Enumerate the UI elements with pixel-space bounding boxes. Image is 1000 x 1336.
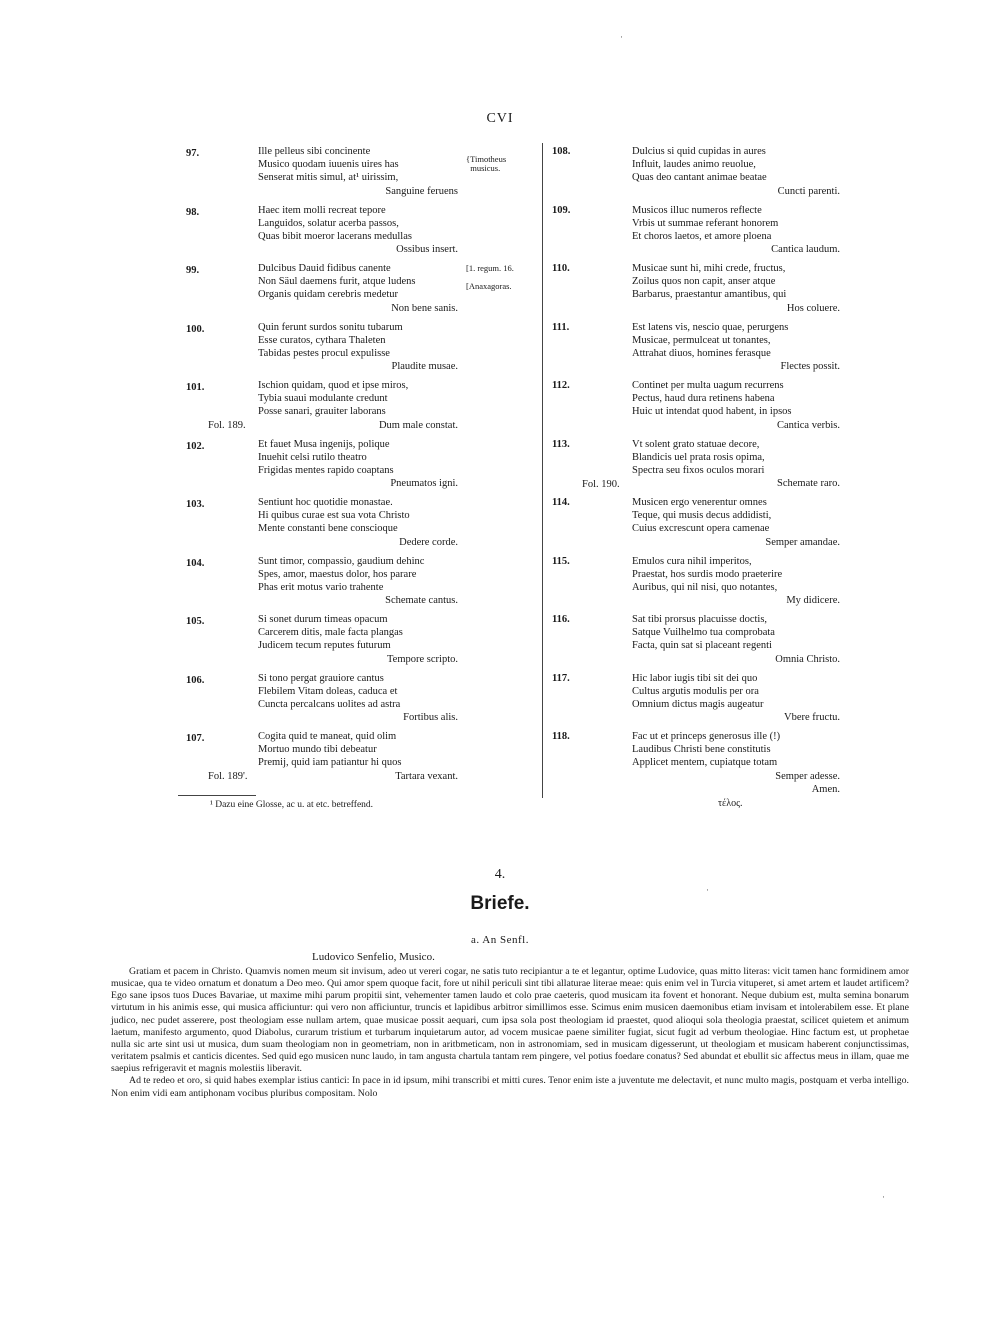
verse-line: Satque Vuilhelmo tua comprobata	[632, 627, 775, 639]
stanza-number: 117.	[552, 672, 570, 684]
stanza-lines	[632, 730, 840, 796]
verse-stanza	[545, 379, 845, 438]
scan-speck: ·	[620, 32, 623, 42]
verse-line: Zoilus quos non capit, anser atque	[632, 276, 776, 288]
stanza-number: 102.	[186, 440, 205, 452]
verse-stanza	[170, 145, 540, 204]
stanza-number: 118.	[552, 731, 570, 742]
verse-line: Ossibus insert.	[396, 244, 458, 256]
verse-line: Sentiunt hoc quotidie monastae.	[258, 497, 393, 508]
stanza-lines	[632, 613, 840, 666]
verse-line: Huic ut intendat quod habent, in ipsos	[632, 406, 792, 418]
verse-line: Omnia Christo.	[775, 653, 840, 665]
verse-line: Sunt timor, compassio, gaudium dehinc	[258, 555, 425, 567]
verse-line: Si sonet durum timeas opacum	[258, 614, 388, 625]
stanza-lines	[258, 496, 458, 549]
verse-stanza	[170, 613, 540, 672]
verse-line: Applicet mentem, cupiatque totam	[632, 757, 778, 769]
verse-line: Facta, quin sat si placeant regenti	[632, 640, 772, 652]
verse-line: Amen.	[811, 783, 840, 795]
stanza-lines	[632, 321, 840, 374]
verse-line: Fortibus alis.	[403, 712, 458, 724]
verse-line: Dulcius si quid cupidas in aures	[632, 146, 766, 157]
verse-stanza	[545, 672, 845, 731]
verse-line: Auribus, qui nil nisi, quo notantes,	[632, 581, 778, 593]
stanza-number: 107.	[186, 733, 205, 744]
verse-line: Vbere fructu.	[784, 712, 840, 724]
section-number: 4.	[494, 867, 506, 882]
verse-line: Hi quibus curae est sua vota Christo	[258, 510, 410, 522]
verse-line: Cogita quid te maneat, quid olim	[258, 731, 397, 742]
verse-line: Tabidas pestes procul expulisse	[258, 347, 390, 359]
letter-paragraph: Gratiam et pacem in Christo. Quamvis nomen meum sit invisum, adeo ut vereri cogar, ne satis tuto recipiantur a te et legantur, optime Ludovice, quas mitto literas: vicit tamen hanc formidinem amor musicae, qua te video ornatum et donatum a Deo meo. Qui amor spem quoque facit, fore ut nihil periculi sint tibi allaturae literae meae: quis enim vel in Turcia vituperet, si amet artem et laudet artificem? Ego sane ipsos tuos Duces Bavariae, ut maxime mihi parum propitii sint, vehementer tamen laudo et colo prae caeteris, quod musicam ita fovent et honorant. Neque dubium est, multa semina bonarum virtutum in his animis esse, qui musica afficiuntur: qui vero non afficiuntur, truncis et lapidibus arbitror simillimos esse. Scimus enim musicen daemonibus etiam invisam et intolerabilem esse. Et plane judico, nec pudet asserere, post theologiam esse nullam artem, quae musicae possit aequari, cum ipsa sola post theologiam id praestet, quod alioqui sola theologia praestat, scilicet quietem et animum laetum, manifesto argumento, quod Diabolus, curarum tristium et turbarum inquietarum autor, ad vocem musicae paene similiter fugiat, sicut fugit ad verbum theologiae. Hinc factum est, ut prophetae nulla sic arte sint usi ut musica, dum suam theologiam non in geometriam, non in aritbmeticam, non in astronomiam, sed in musicam digesserunt, ut theologiam et musicam haberent conjunctissimas, veritatem psalmis et canticis dicentes. Sed quid ego musicen nunc laudo, in tam angusta chartula tantam rem pingere, vel potius foedare conatus? Sed abundat et ebullit sic affectus meus in illam, quae me saepius refrigeravit et magnis molestiis liberavit.	[111, 966, 909, 1075]
verse-line: Non Säul daemens furit, atque ludens	[258, 276, 416, 288]
verse-line: Et fauet Musa ingenijs, polique	[258, 438, 390, 450]
verse-line: Judicem tecum reputes futurum	[258, 640, 391, 652]
stanza-number: 100.	[186, 323, 205, 335]
verse-line: Quin ferunt surdos sonitu tubarum	[258, 321, 403, 333]
stanza-lines	[632, 262, 840, 315]
verse-line: Musicae, permulceat ut tonantes,	[632, 334, 771, 346]
verse-line: Non bene sanis.	[391, 302, 458, 314]
verse-stanza	[545, 262, 845, 321]
subsection-title: a. An Senfl.	[471, 934, 529, 946]
verse-line: Tartara vexant.	[395, 770, 458, 782]
verse-line: Semper amandae.	[765, 536, 840, 548]
stanza-lines	[258, 204, 458, 257]
stanza-lines	[258, 262, 458, 315]
verse-line: Posse sanari, grauiter laborans	[258, 406, 386, 418]
verse-line: Praestat, hos surdis modo praeterire	[632, 568, 783, 580]
verse-stanza	[545, 145, 845, 204]
verse-line: Schemate raro.	[777, 478, 840, 490]
verse-line: Tempore scripto.	[387, 653, 458, 665]
verse-line: Attrahat diuos, homines ferasque	[632, 347, 771, 359]
verse-line: Cuius excrescunt opera camenae	[632, 523, 770, 535]
verse-stanza	[545, 321, 845, 380]
verse-stanza	[170, 321, 540, 380]
folio-marker: Fol. 189.	[208, 420, 246, 431]
verse-line: Est latens vis, nescio quae, perurgens	[632, 321, 789, 333]
letter-paragraph: Ad te redeo et oro, si quid habes exemplar istius cantici: In pace in id ipsum, mihi transcribi et mitti cures. Tenor enim iste a juventute me delectavit, et nunc multo magis, postquam et verba intelligo. Non enim vidi eam antiphonam vocibus pluribus compositam. Nolo	[111, 1075, 909, 1099]
verse-stanza	[170, 262, 540, 321]
verse-line: Phas erit motus vario trahente	[258, 581, 384, 593]
stanza-lines	[258, 672, 458, 725]
verse-stanza	[545, 730, 845, 795]
verse-line: Laudibus Christi bene constitutis	[632, 744, 771, 756]
verse-line: Vrbis ut summae referant honorem	[632, 217, 779, 229]
verse-stanza	[545, 204, 845, 263]
verse-line: Cuncti parenti.	[777, 185, 840, 197]
verse-line: Dum male constat.	[378, 419, 458, 431]
stanza-number: 99.	[186, 265, 200, 276]
verse-line: Hos coluere.	[786, 302, 840, 314]
verse-line: Premij, quid iam patiantur hi quos	[258, 757, 402, 769]
telos-mark: τέλος.	[718, 798, 743, 809]
stanza-number: 106.	[186, 674, 205, 686]
verse-stanza	[170, 672, 540, 731]
letter-salutation: Ludovico Senfelio, Musico.	[312, 951, 435, 963]
stanza-lines	[632, 555, 840, 608]
verse-line: Cantica laudum.	[771, 244, 840, 256]
stanza-lines	[258, 555, 458, 608]
verse-line: Mente constanti bene conscioque	[258, 523, 398, 535]
verse-line: Ille pelleus sibi concinente	[258, 146, 371, 157]
folio-marker: Fol. 190.	[582, 478, 620, 490]
stanza-number: 116.	[552, 614, 570, 625]
stanza-number: 101.	[186, 382, 205, 393]
stanza-number: 98.	[186, 206, 200, 218]
verse-stanza	[170, 379, 540, 438]
stanza-number: 97.	[186, 148, 200, 159]
verse-line: Tybia suaui modulante credunt	[258, 393, 388, 405]
verse-line: Pneumatos igni.	[390, 478, 458, 490]
verse-line: Hic labor iugis tibi sit dei quo	[632, 672, 758, 684]
verse-line: Flectes possit.	[780, 361, 840, 373]
verse-line: Carcerem ditis, male facta plangas	[258, 627, 403, 639]
verse-line: Cantica verbis.	[777, 419, 840, 431]
verse-line: Spectra seu fixos oculos morari	[632, 464, 765, 476]
stanza-lines	[258, 438, 458, 491]
verse-line: Si tono pergat grauiore cantus	[258, 672, 384, 684]
stanza-lines	[632, 379, 840, 432]
stanza-lines	[258, 145, 458, 198]
stanza-number: 103.	[186, 499, 205, 510]
folio-marker: Fol. 189'.	[208, 771, 248, 782]
verse-stanza	[545, 438, 845, 497]
verse-line: Dulcibus Dauid fidibus canente	[258, 263, 391, 274]
scan-speck: ·	[706, 885, 709, 895]
verse-line: Sanguine feruens	[385, 185, 458, 197]
verse-stanza	[545, 496, 845, 555]
stanza-lines	[632, 145, 840, 198]
verse-stanza	[170, 204, 540, 263]
stanza-number: 114.	[552, 497, 570, 508]
verse-line: Inuehit celsi rutilo theatro	[258, 451, 367, 463]
stanza-number: 105.	[186, 616, 205, 627]
margin-note: [1. regum. 16. [Anaxagoras.	[466, 263, 514, 291]
stanza-lines	[258, 613, 458, 666]
left-verse-column	[170, 145, 540, 789]
verse-stanza	[170, 555, 540, 614]
stanza-lines	[632, 438, 840, 491]
verse-line: Flebilem Vitam doleas, caduca et	[258, 685, 398, 697]
verse-line: Organis quidam cerebris medetur	[258, 289, 399, 301]
verse-stanza	[170, 438, 540, 497]
stanza-number: 104.	[186, 557, 205, 569]
verse-line: Et choros laetos, et amore ploena	[632, 230, 772, 242]
stanza-number: 108.	[552, 146, 571, 157]
verse-line: Esse curatos, cythara Thaleten	[258, 334, 386, 346]
margin-note: {Timotheus musicus.	[466, 154, 507, 173]
verse-line: Ischion quidam, quod et ipse miros,	[258, 380, 409, 391]
stanza-number: 109.	[552, 204, 571, 216]
verse-line: Influit, laudes animo reuolue,	[632, 159, 756, 171]
verse-stanza	[170, 496, 540, 555]
verse-line: Quas bibit moeror lacerans medullas	[258, 230, 412, 242]
verse-line: Quas deo cantant animae beatae	[632, 172, 767, 184]
verse-line: Sat tibi prorsus placuisse doctis,	[632, 614, 768, 625]
right-verse-column	[545, 145, 845, 795]
verse-line: Vt solent grato statuae decore,	[632, 438, 760, 450]
verse-line: Schemate cantus.	[385, 595, 458, 607]
verse-stanza	[545, 555, 845, 614]
stanza-number: 113.	[552, 438, 570, 450]
footnote-rule	[178, 795, 256, 796]
verse-line: Semper adesse.	[775, 770, 840, 782]
verse-line: Languidos, solatur acerba passos,	[258, 217, 399, 229]
verse-line: Musicos illuc numeros reflecte	[632, 204, 762, 216]
verse-line: Haec item molli recreat tepore	[258, 204, 386, 216]
verse-line: Cultus argutis modulis per ora	[632, 685, 759, 697]
verse-stanza	[170, 730, 540, 789]
verse-line: Blandicis uel prata rosis opima,	[632, 451, 765, 463]
scan-speck: ·	[882, 1192, 885, 1202]
verse-line: Musicen ergo venerentur omnes	[632, 497, 767, 508]
stanza-lines	[632, 496, 840, 549]
verse-line: Omnium dictus magis augeatur	[632, 698, 764, 710]
stanza-lines	[258, 379, 458, 432]
verse-line: Barbarus, praestantur amantibus, qui	[632, 289, 787, 301]
stanza-number: 111.	[552, 321, 570, 333]
column-divider	[542, 143, 543, 798]
verse-stanza	[545, 613, 845, 672]
verse-line: Emulos cura nihil imperitos,	[632, 555, 752, 567]
stanza-lines	[258, 321, 458, 374]
verse-line: Musico quodam iuuenis uires has	[258, 159, 399, 171]
letter-body	[111, 966, 909, 1100]
verse-line: My didicere.	[786, 595, 840, 607]
verse-line: Fac ut et princeps generosus ille (!)	[632, 731, 781, 742]
verse-line: Mortuo mundo tibi debeatur	[258, 744, 377, 756]
verse-line: Plaudite musae.	[391, 361, 458, 373]
page-number: CVI	[486, 111, 514, 126]
stanza-number: 112.	[552, 380, 570, 391]
verse-line: Musicae sunt hi, mihi crede, fructus,	[632, 263, 786, 274]
verse-line: Teque, qui musis decus addidisti,	[632, 510, 772, 522]
stanza-lines	[258, 730, 458, 783]
verse-line: Senserat mitis simul, at¹ uirissim,	[258, 172, 399, 184]
section-title: Briefe.	[470, 893, 530, 914]
stanza-lines	[632, 672, 840, 725]
stanza-number: 115.	[552, 555, 570, 567]
footnote: ¹ Dazu eine Glosse, ac u. at etc. betreffend.	[210, 800, 374, 810]
stanza-lines	[632, 204, 840, 257]
stanza-number: 110.	[552, 263, 570, 274]
verse-line: Frigidas mentes rapido coaptans	[258, 464, 394, 476]
verse-line: Cuncta percalcans uolites ad astra	[258, 698, 401, 710]
verse-line: Pectus, haud dura retinens habena	[632, 393, 775, 405]
verse-line: Continet per multa uagum recurrens	[632, 380, 784, 391]
verse-line: Dedere corde.	[399, 536, 458, 548]
verse-line: Spes, amor, maestus dolor, hos parare	[258, 568, 417, 580]
